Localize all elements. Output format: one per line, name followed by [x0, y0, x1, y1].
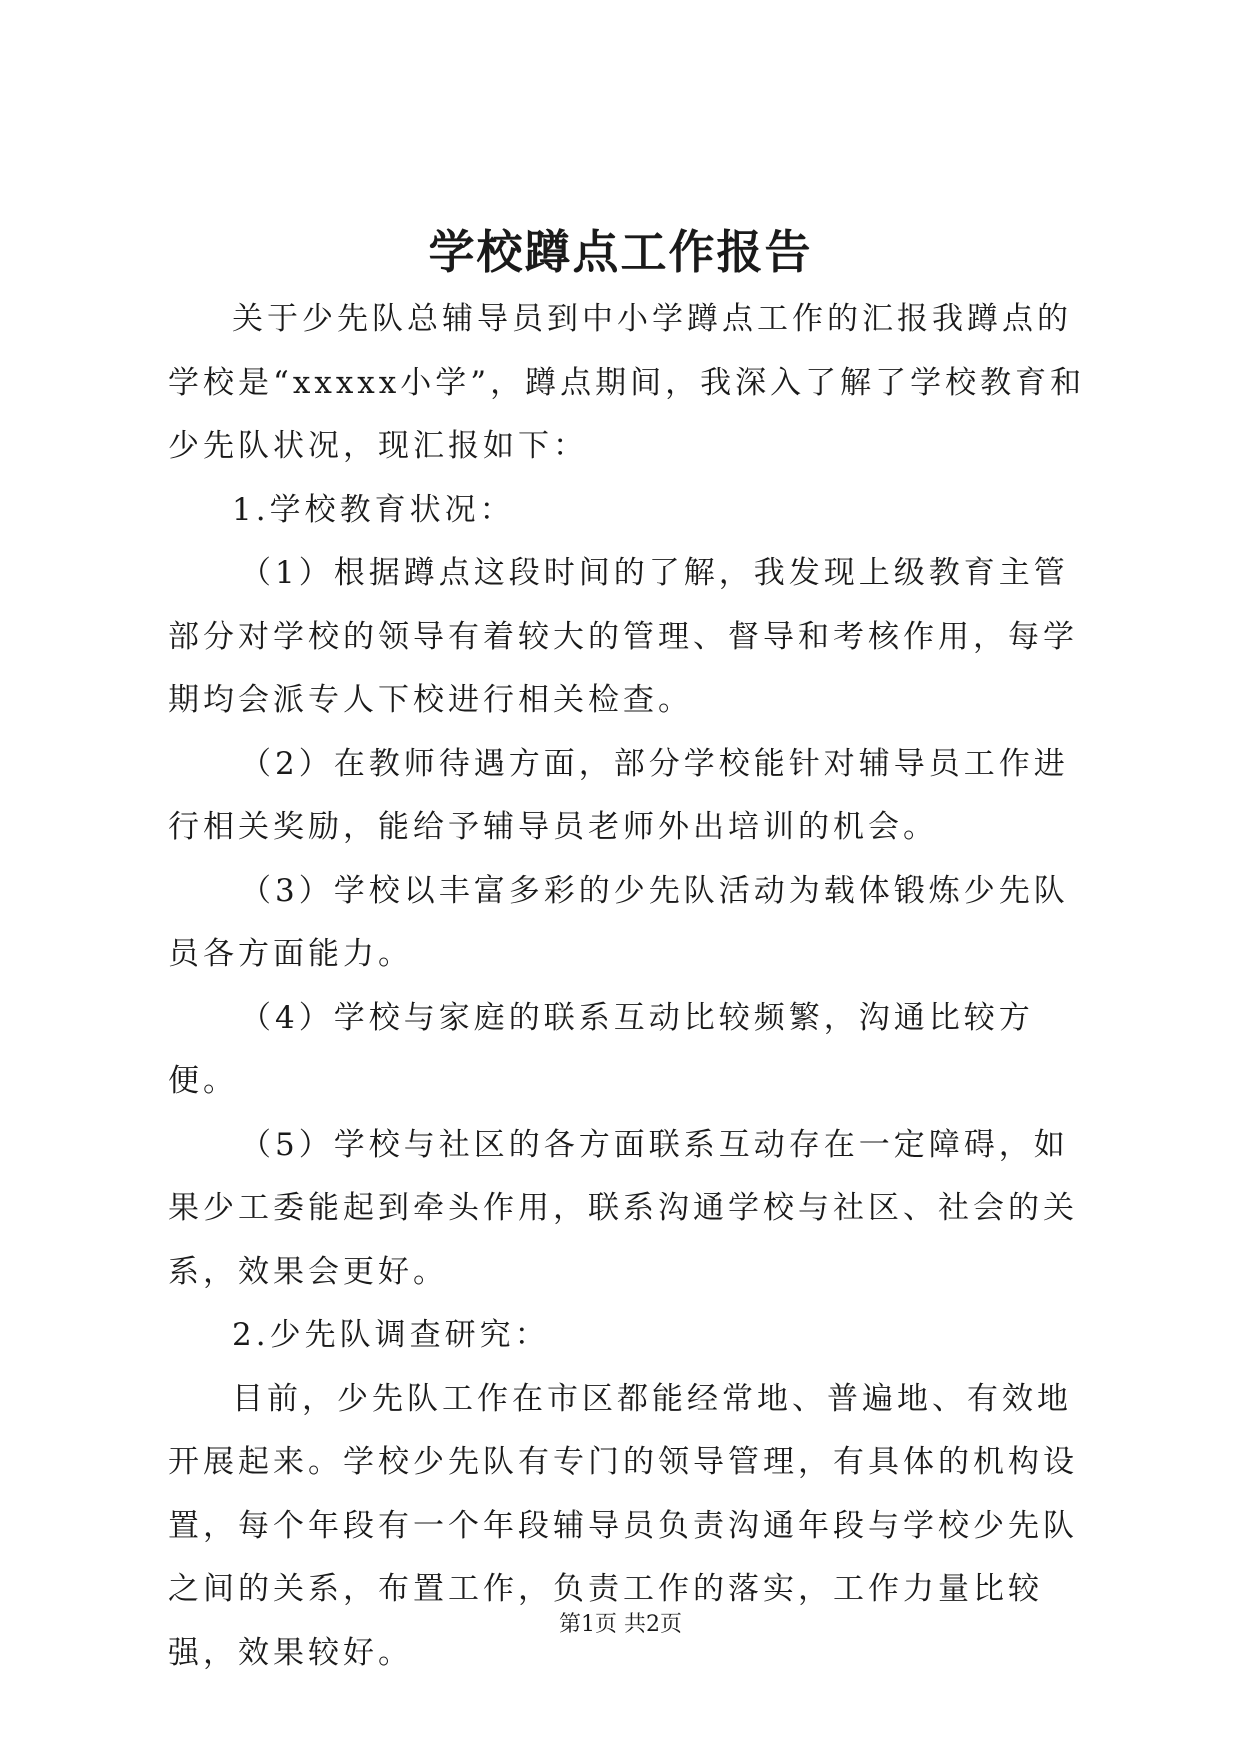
document-body: [168, 288, 1088, 1685]
page-footer: 第1页 共2页: [559, 1612, 682, 1637]
list-item-3: （3）学校以丰富多彩的少先队活动为载体锻炼少先队员各方面能力。: [168, 872, 1069, 972]
intro-paragraph: 关于少先队总辅导员到中小学蹲点工作的汇报我蹲点的学校是“xxxxx小学”，蹲点期间，我深入了解了学校教育和少先队状况，现汇报如下：: [168, 301, 1086, 464]
document-title: 学校蹲点工作报告: [428, 225, 813, 279]
list-item-4: （4）学校与家庭的联系互动比较频繁，沟通比较方便。: [168, 999, 1034, 1099]
survey-paragraph: 目前，少先队工作在市区都能经常地、普遍地、有效地开展起来。学校少先队有专门的领导管理，有具体的机构设置，每个年段有一个年段辅导员负责沟通年段与学校少先队之间的关系，布置工作，负责工作的落实，工作力量比较强，效果较好。: [168, 1380, 1078, 1671]
section-heading-school-education: 1.学校教育状况：: [232, 491, 515, 528]
section-heading-survey: 2.少先队调查研究：: [232, 1317, 550, 1353]
list-item-2: （2）在教师待遇方面，部分学校能针对辅导员工作进行相关奖励，能给予辅导员老师外出培训的机会。: [168, 745, 1069, 845]
list-item-5: （5）学校与社区的各方面联系互动存在一定障碍，如果少工委能起到牵头作用，联系沟通学校与社区、社会的关系，效果会更好。: [168, 1126, 1078, 1290]
list-item-1: （1）根据蹲点这段时间的了解，我发现上级教育主管部分对学校的领导有着较大的管理、督导和考核作用，每学期均会派专人下校进行相关检查。: [168, 555, 1078, 718]
